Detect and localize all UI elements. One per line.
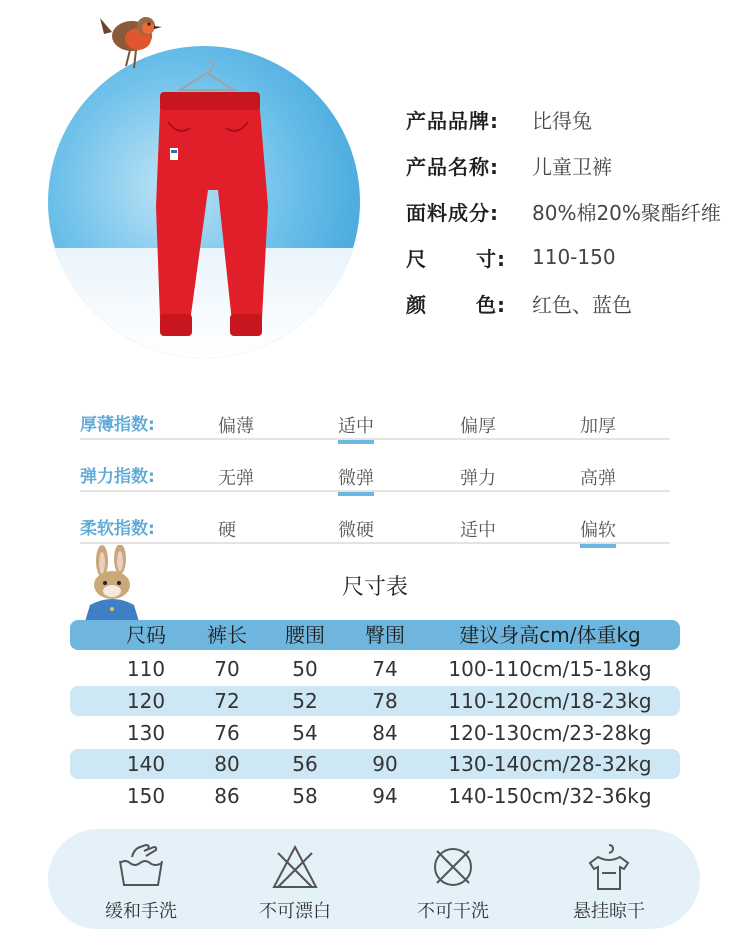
index-option: 偏厚: [460, 416, 496, 437]
info-key: 产品品牌:: [406, 108, 499, 133]
table-cell: 74: [372, 657, 398, 681]
index-option: 微弹: [338, 464, 374, 496]
care-no-bleach: [230, 829, 360, 923]
info-value: 比得兔: [532, 108, 592, 133]
hang-dry-icon: [584, 843, 634, 891]
column-header: 臀围: [365, 623, 405, 647]
product-info: [406, 96, 721, 326]
table-cell: 72: [214, 689, 240, 713]
info-value: 儿童卫裤: [532, 154, 612, 179]
table-cell: 120-130cm/23-28kg: [448, 721, 652, 745]
table-cell: 110-120cm/18-23kg: [448, 689, 652, 713]
info-key-part: 寸:: [476, 246, 506, 271]
robin-bird-icon: [98, 4, 164, 72]
table-cell: 130-140cm/28-32kg: [448, 752, 652, 776]
divider: [80, 490, 670, 492]
table-cell: 94: [372, 784, 398, 808]
column-header: 腰围: [285, 623, 325, 647]
table-cell: 52: [292, 689, 318, 713]
table-cell: 70: [214, 657, 240, 681]
info-size: [406, 234, 721, 280]
table-cell: 58: [292, 784, 318, 808]
care-hand-wash: [76, 829, 206, 923]
table-cell: 130: [126, 721, 166, 745]
divider: [80, 438, 670, 440]
index-title: 厚薄指数:: [80, 415, 155, 435]
info-value: 红色、蓝色: [532, 292, 632, 317]
divider: [80, 542, 670, 544]
no-bleach-icon: [270, 843, 320, 891]
info-color: [406, 280, 721, 326]
table-cell: 84: [372, 721, 398, 745]
table-cell: 110: [126, 657, 166, 681]
info-key: [406, 243, 506, 272]
index-option: 高弹: [580, 468, 616, 489]
table-cell: 140: [126, 752, 166, 776]
table-row: [70, 781, 680, 811]
column-header: 尺码: [126, 623, 166, 647]
care-label: 不可漂白: [259, 901, 331, 922]
index-option: 硬: [218, 520, 236, 541]
column-header: 裤长: [207, 623, 247, 647]
care-label: 不可干洗: [417, 901, 489, 922]
table-row: [70, 654, 680, 684]
table-cell: 150: [126, 784, 166, 808]
care-instructions: [48, 829, 700, 929]
index-option: 适中: [460, 520, 496, 541]
info-key: [406, 289, 506, 318]
index-option: 无弹: [218, 468, 254, 489]
info-key: 面料成分:: [406, 200, 499, 225]
table-cell: 140-150cm/32-36kg: [448, 784, 652, 808]
care-label: 悬挂晾干: [573, 901, 645, 922]
care-no-dry-clean: [388, 829, 518, 923]
index-title: 弹力指数:: [80, 467, 155, 487]
column-header: 建议身高cm/体重kg: [459, 623, 641, 647]
index-option: 偏软: [580, 516, 616, 548]
no-dry-clean-icon: [428, 843, 478, 891]
info-key-part: 颜: [406, 292, 427, 317]
table-cell: 76: [214, 721, 240, 745]
table-cell: 80: [214, 752, 240, 776]
table-cell: 78: [372, 689, 398, 713]
table-cell: 50: [292, 657, 318, 681]
index-option: 适中: [338, 412, 374, 444]
table-cell: 120: [126, 689, 166, 713]
size-table-title: 尺寸表: [341, 575, 408, 600]
index-option: 偏薄: [218, 416, 254, 437]
index-option: 加厚: [580, 416, 616, 437]
info-key: 产品名称:: [406, 154, 499, 179]
info-value: 110-150: [532, 245, 616, 269]
index-title: 柔软指数:: [80, 519, 155, 539]
info-value: 80%棉20%聚酯纤维: [532, 200, 721, 225]
table-cell: 56: [292, 752, 318, 776]
info-key-part: 尺: [406, 246, 427, 271]
softness-index: [80, 506, 670, 556]
care-label: 缓和手洗: [105, 901, 177, 922]
info-name: [406, 142, 721, 188]
table-cell: 100-110cm/15-18kg: [448, 657, 652, 681]
thickness-index: [80, 402, 670, 452]
table-row: [70, 718, 680, 748]
info-key-part: 色:: [476, 292, 506, 317]
info-fabric: [406, 188, 721, 234]
red-pants-image: [152, 86, 274, 342]
table-cell: 86: [214, 784, 240, 808]
table-row: [70, 749, 680, 779]
table-row: [70, 686, 680, 716]
size-table-header: [70, 620, 680, 650]
care-hang-dry: [544, 829, 674, 923]
info-brand: [406, 96, 721, 142]
elasticity-index: [80, 454, 670, 504]
index-option: 微硬: [338, 520, 374, 541]
table-cell: 54: [292, 721, 318, 745]
index-option: 弹力: [460, 468, 496, 489]
hand-wash-icon: [116, 843, 166, 891]
table-cell: 90: [372, 752, 398, 776]
